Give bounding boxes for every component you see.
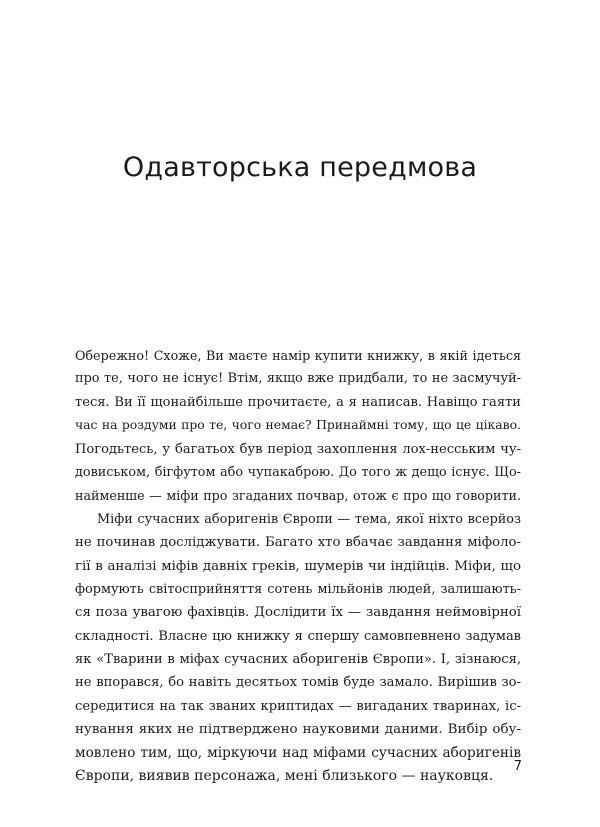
- text-line: не починав досліджувати. Багато хто вбачає завдання міфоло-: [75, 535, 521, 551]
- text-line: теся. Ви її щонайбільше прочитаєте, а я написав. Навіщо гаяти: [75, 394, 521, 410]
- body-text: [75, 344, 521, 788]
- text-line: найменше — міфи про згаданих почвар, отож є про що говорити.: [75, 488, 521, 504]
- text-line: мовлено тим, що, міркуючи над міфами сучасних аборигенів: [75, 744, 521, 761]
- text-line: час на роздуми про те, чого немає? Принаймні тому, що це цікаво.: [75, 418, 521, 433]
- chapter-title: Одавторська передмова: [122, 152, 478, 183]
- text-line: про те, чого не існує! Втім, якщо вже придбали, то не засмучуй-: [75, 371, 521, 387]
- page-number: 7: [513, 759, 522, 774]
- text-line: ся поза увагою фахівців. Дослідити їх — завдання неймовірної: [75, 605, 521, 621]
- text-line: формують світосприйняття сотень мільйонів людей, залишають-: [75, 581, 521, 597]
- text-line: Обережно! Схоже, Ви маєте намір купити книжку, в якій ідеться: [75, 348, 521, 363]
- text-line: складності. Власне цю книжку я спершу самовпевнено задумав: [75, 628, 521, 644]
- text-line: Європи, виявив персонажа, мені близького — науковця.: [75, 768, 494, 785]
- text-line: нування яких не підтверджено науковими даними. Вибір обу-: [75, 722, 521, 738]
- text-line: Погодьтесь, у багатьох був період захоплення лох-несським чу-: [75, 441, 521, 457]
- text-line: Міфи сучасних аборигенів Європи — тема, якої ніхто всерйоз: [97, 511, 521, 527]
- text-line: середитися на так званих криптидах — вигаданих тваринах, іс-: [75, 698, 521, 714]
- text-line: довиськом, бігфутом або чупакаброю. До того ж дещо існує. Що-: [75, 464, 521, 480]
- text-line: гії в аналізі міфів давніх греків, шумерів чи індійців. Міфи, що: [75, 558, 521, 574]
- text-line: не впорався, бо навіть десятьох томів буде замало. Вирішив зо-: [75, 675, 521, 691]
- paragraph-2: [75, 508, 521, 789]
- text-line: як «Тварини в міфах сучасних аборигенів Європи». І, зізнаюся,: [75, 652, 521, 668]
- paragraph-1: [75, 344, 521, 508]
